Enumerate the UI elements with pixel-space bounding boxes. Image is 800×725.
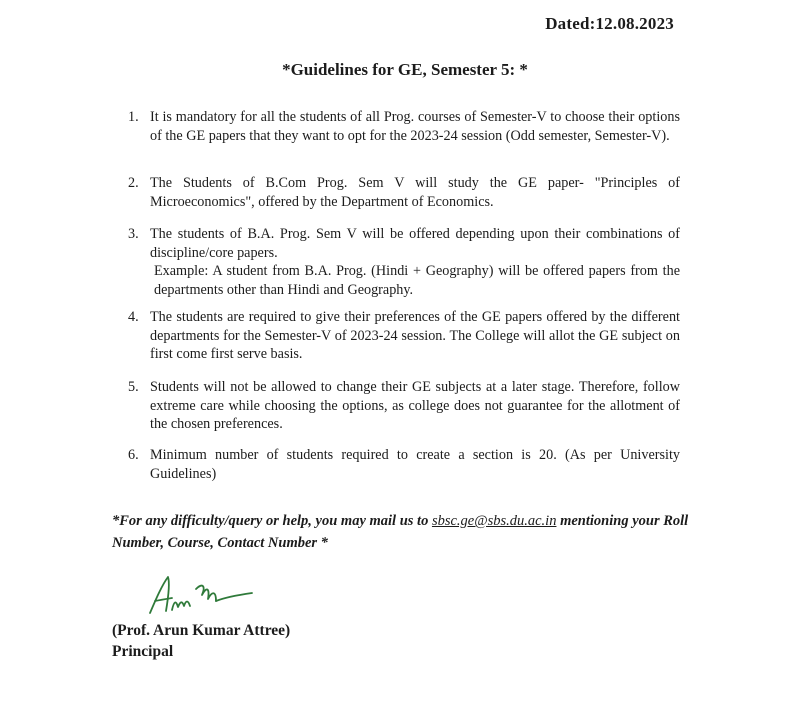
guideline-text: Minimum number of students required to create a section is 20. (As per University Guidelines) xyxy=(150,447,680,482)
guideline-text: It is mandatory for all the students of all Prog. courses of Semester-V to choose their options of the GE papers that they want to opt for the 2023-24 session (Odd semester, Semester-V). xyxy=(150,109,680,144)
contact-note xyxy=(112,510,692,554)
guideline-item xyxy=(128,308,680,364)
notice-title: *Guidelines for GE, Semester 5: * xyxy=(282,60,528,79)
contact-prefix: *For any difficulty/query or help, you may mail us to xyxy=(112,513,432,529)
guideline-item xyxy=(128,446,680,483)
guideline-number: 1. xyxy=(128,109,139,125)
contact-suffix: mentioning your Roll Number, Course, Contact Number * xyxy=(112,513,689,551)
contact-email-link[interactable]: sbsc.ge@sbs.du.ac.in xyxy=(431,513,557,529)
guideline-text: The students of B.A. Prog. Sem V will be offered depending upon their combinations of discipline/core papers. xyxy=(150,226,680,261)
guideline-text: Students will not be allowed to change their GE subjects at a later stage. Therefore, follow extreme care while choosing the options, as college does not guarantee for the allotment of the chosen preferences. xyxy=(150,379,680,432)
notice-date: Dated:12.08.2023 xyxy=(545,14,674,33)
signatory-block xyxy=(112,620,290,662)
guideline-number: 3. xyxy=(128,226,139,242)
guideline-number: 6. xyxy=(128,447,139,463)
guideline-number: 5. xyxy=(128,379,139,395)
guideline-item xyxy=(128,108,680,145)
guideline-text: The Students of B.Com Prog. Sem V will study the GE paper- "Principles of Microeconomics", offered by the Department of Economics. xyxy=(150,175,680,210)
signatory-name: (Prof. Arun Kumar Attree) xyxy=(112,622,291,639)
guideline-number: 4. xyxy=(128,309,139,325)
guideline-item xyxy=(128,174,680,211)
signatory-designation: Principal xyxy=(112,643,174,660)
signature-mark xyxy=(146,573,256,619)
guideline-number: 2. xyxy=(128,175,139,191)
guideline-text-block xyxy=(150,225,680,299)
guideline-text: The students are required to give their preferences of the GE papers offered by the different departments for the Semester-V of 2023-24 session. The College will allot the GE subject on first come first serve basis. xyxy=(150,309,680,362)
guideline-item xyxy=(128,225,680,299)
guideline-item xyxy=(128,378,680,434)
guideline-example: Example: A student from B.A. Prog. (Hindi + Geography) will be offered papers from the departments other than Hindi and Geography. xyxy=(154,263,680,298)
